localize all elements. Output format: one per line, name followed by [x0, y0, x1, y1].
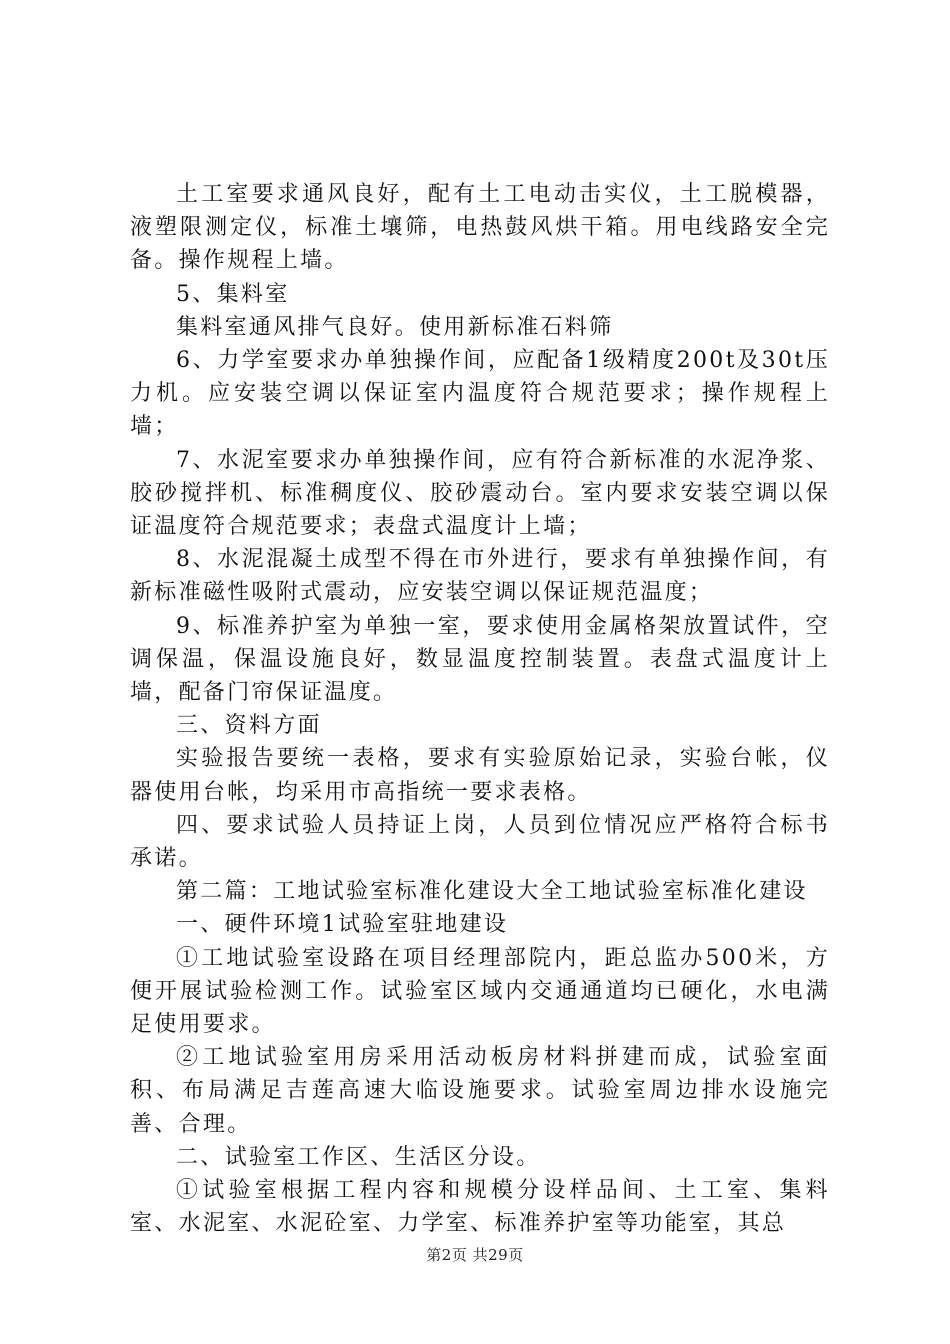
paragraph-concrete-molding: 8、水泥混凝土成型不得在市外进行，要求有单独操作间，有新标准磁性吸附式震动，应安装空调以保证规范温度； — [130, 547, 830, 606]
paragraph-site-location: ①工地试验室设路在项目经理部院内，距总监办500米，方便开展试验检测工作。试验室区域内交通通道均已硬化，水电满足使用要求。 — [130, 945, 830, 1038]
heading-aggregate-room: 5、集料室 — [176, 281, 290, 307]
paragraph-aggregate-room: 集料室通风排气良好。使用新标准石料筛 — [176, 314, 614, 340]
heading-part-two: 第二篇：工地试验室标准化建设大全工地试验室标准化建设 — [176, 879, 808, 905]
paragraph-soil-room: 土工室要求通风良好，配有土工电动击实仪，土工脱模器，液塑限测定仪，标准土壤筛，电热鼓风烘干箱。用电线路安全完备。操作规程上墙。 — [130, 182, 830, 274]
paragraph-mechanics-room: 6、力学室要求办单独操作间，应配备1级精度200t及30t压力机。应安装空调以保证室内温度符合规范要求；操作规程上墙； — [130, 348, 830, 440]
paragraph-reports: 实验报告要统一表格，要求有实验原始记录，实验台帐，仪器使用台帐，均采用市高指统一要求表格。 — [130, 746, 830, 805]
heading-hardware-environment: 一、硬件环境1试验室驻地建设 — [176, 912, 509, 938]
paragraph-function-rooms: ①试验室根据工程内容和规模分设样品间、土工室、集料室、水泥室、水泥砼室、力学室、标准养护室等功能室，其总 — [130, 1178, 830, 1237]
heading-documentation: 三、资料方面 — [176, 713, 322, 739]
document-body — [130, 178, 830, 1241]
paragraph-staff-certification: 四、要求试验人员持证上岗，人员到位情况应严格符合标书承诺。 — [130, 812, 830, 872]
paragraph-cement-room: 7、水泥室要求办单独操作间，应有符合新标准的水泥净浆、胶砂搅拌机、标准稠度仪、胶砂震动台。室内要求安装空调以保证温度符合规范要求；表盘式温度计上墙； — [130, 447, 830, 540]
page-number-footer: 第2页 共29页 — [426, 1246, 524, 1264]
heading-work-living-areas: 二、试验室工作区、生活区分设。 — [176, 1144, 541, 1170]
paragraph-curing-room: 9、标准养护室为单独一室，要求使用金属格架放置试件，空调保温，保温设施良好，数显温度控制装置。表盘式温度计上墙，配备门帘保证温度。 — [130, 613, 830, 706]
paragraph-building-materials: ②工地试验室用房采用活动板房材料拼建而成，试验室面积、布局满足吉莲高速大临设施要求。试验室周边排水设施完善、合理。 — [130, 1045, 830, 1137]
